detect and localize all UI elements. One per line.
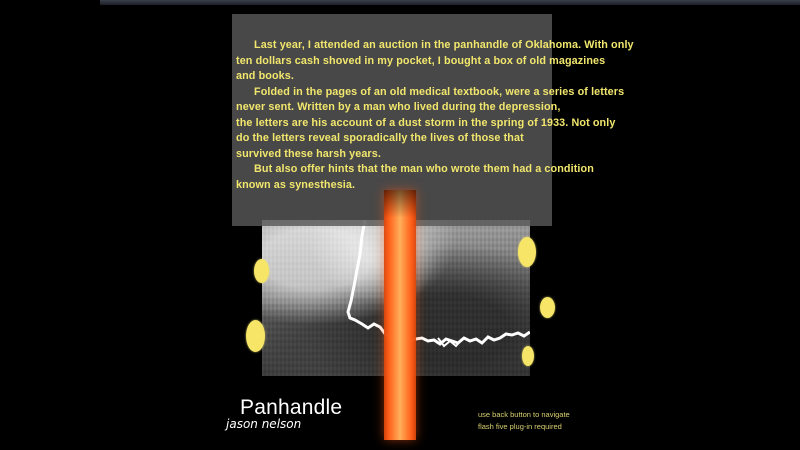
yellow-dot[interactable] — [246, 320, 265, 352]
yellow-dot[interactable] — [518, 237, 536, 267]
story-line: survived these harsh years. — [236, 147, 381, 160]
story-line: never sent. Written by a man who lived during the depression, — [236, 101, 561, 113]
navigation-line-2: flash five plug-in required — [478, 422, 562, 431]
page-title: Panhandle — [240, 396, 343, 419]
story-line: and books. — [236, 70, 294, 82]
story-text — [236, 38, 634, 193]
story-line: do the letters reveal sporadically the lives of those that — [236, 132, 524, 144]
story-line: known as synesthesia. — [236, 178, 356, 191]
navigation-note — [478, 409, 598, 433]
story-line: Folded in the pages of an old medical textbook, were a series of letters — [254, 85, 625, 98]
story-line: ten dollars cash shoved in my pocket, I bought a box of old magazines — [236, 54, 606, 67]
yellow-dot[interactable] — [540, 297, 555, 318]
orange-beam — [384, 190, 416, 440]
yellow-dot[interactable] — [254, 259, 269, 283]
navigation-line-1: use back button to navigate — [478, 410, 570, 419]
yellow-dot[interactable] — [522, 346, 534, 366]
story-line: Last year, I attended an auction in the panhandle of Oklahoma. With only — [254, 39, 634, 51]
story-line: the letters are his account of a dust storm in the spring of 1933. Not only — [236, 116, 616, 129]
author-name: jason nelson — [226, 417, 302, 431]
story-line: But also offer hints that the man who wrote them had a condition — [254, 163, 594, 175]
